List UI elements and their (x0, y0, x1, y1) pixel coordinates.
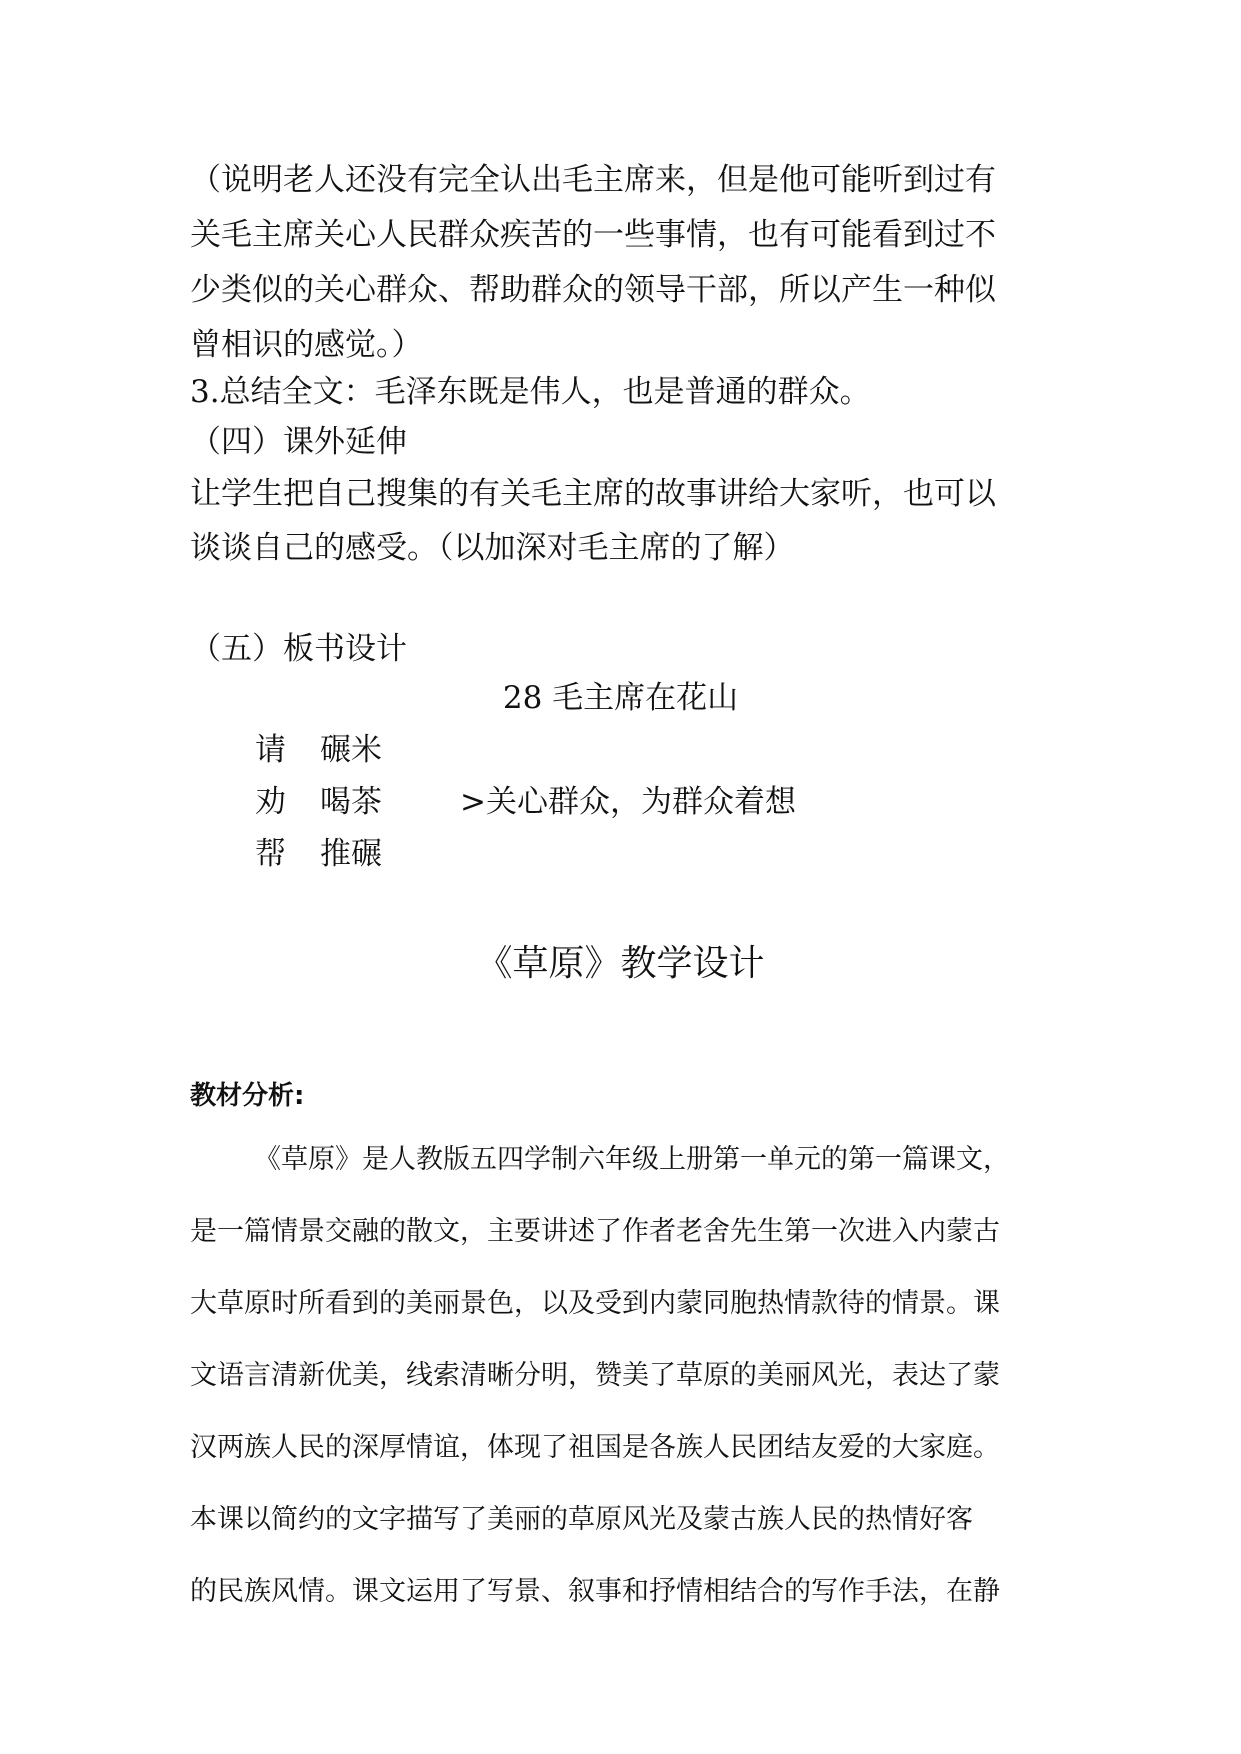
board-action: 碾米 (320, 732, 382, 768)
paragraph-line: （说明老人还没有完全认出毛主席来，但是他可能听到过有 (190, 162, 996, 198)
board-row (255, 782, 796, 822)
paragraph-line: 曾相识的感觉。） (190, 327, 423, 363)
extension-line: 谈谈自己的感受。（以加深对毛主席的了解） (190, 530, 795, 566)
analysis-line: 汉两族人民的深厚情谊，体现了祖国是各族人民团结友爱的大家庭。 (190, 1432, 1000, 1463)
analysis-heading: 教材分析: (190, 1081, 305, 1111)
board-verb: 帮 (255, 836, 286, 872)
analysis-line: 《草原》是人教版五四学制六年级上册第一单元的第一篇课文， (254, 1144, 1010, 1175)
summary-line: 3.总结全文：毛泽东既是伟人，也是普通的群众。 (190, 374, 871, 410)
board-title: 28 毛主席在花山 (502, 680, 739, 716)
paragraph-line: 关毛主席关心人民群众疾苦的一些事情，也有可能看到过不 (190, 217, 996, 253)
analysis-line: 本课以简约的文字描写了美丽的草原风光及蒙古族人民的热情好客 (190, 1504, 973, 1535)
board-action: 喝茶 (320, 784, 382, 820)
analysis-line: 是一篇情景交融的散文，主要讲述了作者老舍先生第一次进入内蒙古 (190, 1216, 1000, 1247)
paragraph-line: 少类似的关心群众、帮助群众的领导干部，所以产生一种似 (190, 272, 996, 308)
analysis-line: 大草原时所看到的美丽景色，以及受到内蒙同胞热情款待的情景。课 (190, 1288, 1000, 1319)
board-verb: 劝 (255, 784, 286, 820)
board-row (255, 730, 460, 770)
section-heading-5: （五）板书设计 (190, 631, 407, 667)
extension-line: 让学生把自己搜集的有关毛主席的故事讲给大家听，也可以 (190, 476, 996, 512)
board-row (255, 834, 460, 874)
analysis-line: 文语言清新优美，线索清晰分明，赞美了草原的美丽风光，表达了蒙 (190, 1360, 1000, 1391)
board-verb: 请 (255, 732, 286, 768)
section-heading-4: （四）课外延伸 (190, 424, 407, 460)
board-note: >关心群众，为群众着想 (460, 784, 796, 820)
lesson-title: 《草原》教学设计 (476, 943, 765, 984)
board-action: 推碾 (320, 836, 382, 872)
analysis-line: 的民族风情。课文运用了写景、叙事和抒情相结合的写作手法，在静 (190, 1576, 1000, 1607)
